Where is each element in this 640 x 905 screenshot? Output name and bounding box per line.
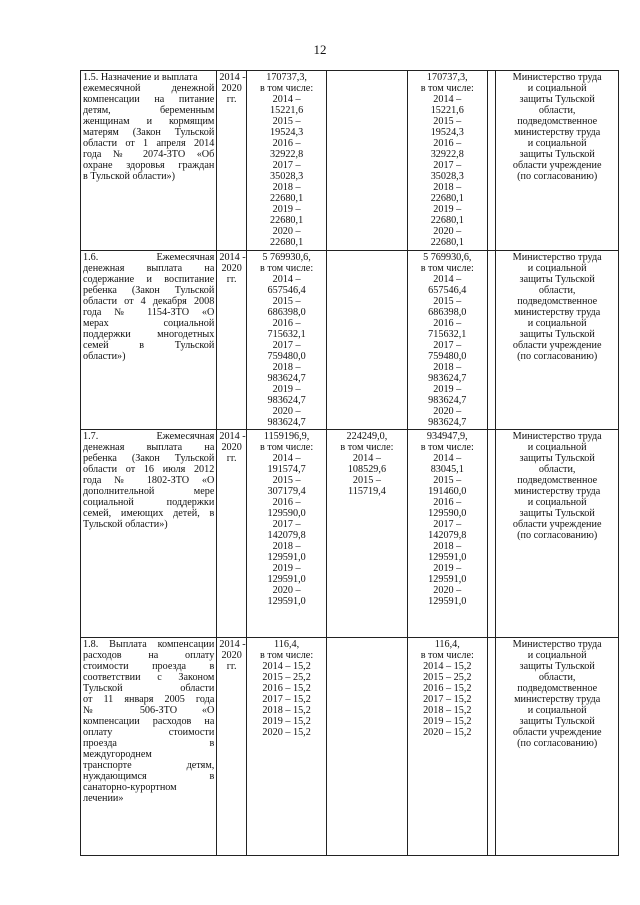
measure-name-cell — [81, 430, 217, 638]
measure-text-line: проезда в — [83, 738, 215, 749]
cell-text-line: защиты Тульской — [519, 508, 595, 519]
regional-amount-cell — [407, 430, 487, 638]
measure-text-line: социальной поддержки — [83, 497, 215, 508]
cell-text-line: 2017 – 15,2 — [262, 694, 311, 705]
cell-text-line: и социальной — [527, 83, 587, 94]
cell-text-line: министерству труда — [514, 307, 601, 318]
measure-text-line: семей, имеющих детей, в — [83, 508, 215, 519]
cell-text-line: 2014 – — [352, 453, 381, 464]
cell-text-line: гг. — [226, 94, 237, 105]
cell-text-line: 2020 – — [272, 585, 301, 596]
period-cell — [217, 638, 247, 856]
cell-text-line: 2020 – — [272, 226, 301, 237]
cell-text-line: 2019 – — [433, 384, 462, 395]
measure-text-line: поддержки многодетных — [83, 329, 215, 340]
cell-text-line: подведомственное — [517, 683, 598, 694]
cell-text-line: 2015 – 25,2 — [262, 672, 311, 683]
empty-cell — [487, 430, 495, 638]
period-cell — [217, 71, 247, 251]
cell-text-line: (по согласованию) — [517, 351, 598, 362]
cell-text-line: 2019 – — [272, 204, 301, 215]
federal-amount-cell — [327, 430, 407, 638]
regional-amount-cell — [407, 71, 487, 251]
cell-text-line: 2016 – — [433, 318, 462, 329]
measure-text-line: области от 1 апреля 2014 — [83, 138, 215, 149]
measure-text-line: года № 1154-ЗТО «О — [83, 307, 215, 318]
measure-text-line: компенсации на питание — [83, 94, 215, 105]
cell-text-line: 15221,6 — [270, 105, 304, 116]
federal-amount-cell — [327, 71, 407, 251]
cell-text-line: 983624,7 — [428, 373, 467, 384]
measure-name-cell — [81, 251, 217, 430]
cell-text-line: 129591,0 — [267, 552, 306, 563]
cell-text-line: подведомственное — [517, 475, 598, 486]
cell-text-line: 22680,1 — [430, 193, 464, 204]
cell-text-line: и социальной — [527, 650, 587, 661]
cell-text-line: области учреждение — [512, 160, 602, 171]
cell-text-line: 2020 – — [433, 226, 462, 237]
cell-text-line: 2014 – — [433, 274, 462, 285]
measure-text-line: компенсации расходов на — [83, 716, 215, 727]
cell-text-line: 2016 – — [272, 318, 301, 329]
cell-text-line: в том числе: — [260, 83, 314, 94]
measure-text-line: области») — [83, 351, 126, 362]
cell-text-line: 2018 – 15,2 — [262, 705, 311, 716]
regional-amount-cell — [407, 251, 487, 430]
cell-text-line: 129591,0 — [428, 596, 467, 607]
cell-text-line: 2020 — [221, 650, 242, 661]
cell-text-line: 2020 — [221, 83, 242, 94]
cell-text-line: 2015 – — [433, 296, 462, 307]
cell-text-line: 2017 – — [272, 160, 301, 171]
cell-text-line: министерству труда — [514, 127, 601, 138]
cell-text-line: области, — [538, 285, 576, 296]
cell-text-line: 2014 – 15,2 — [262, 661, 311, 672]
cell-text-line: в том числе: — [420, 442, 474, 453]
cell-text-line: 983624,7 — [267, 373, 306, 384]
measure-text-line: мерах социальной — [83, 318, 215, 329]
cell-text-line: 2019 – — [272, 384, 301, 395]
empty-cell — [487, 638, 495, 856]
table-row — [81, 251, 619, 430]
cell-text-line: 2016 – — [272, 138, 301, 149]
cell-text-line: и социальной — [527, 138, 587, 149]
cell-text-line: Министерство труда — [512, 72, 602, 83]
cell-text-line: 19524,3 — [430, 127, 464, 138]
measure-text-line: ребенка (Закон Тульской — [83, 453, 215, 464]
cell-text-line: 2018 – — [433, 541, 462, 552]
total-amount-cell — [246, 430, 326, 638]
cell-text-line: защиты Тульской — [519, 94, 595, 105]
cell-text-line: подведомственное — [517, 116, 598, 127]
cell-text-line: в том числе: — [260, 263, 314, 274]
measure-text-line: 1.6. Ежемесячная — [83, 252, 215, 263]
cell-text-line: и социальной — [527, 318, 587, 329]
total-amount-cell — [246, 251, 326, 430]
period-cell — [217, 430, 247, 638]
cell-text-line: 2014 – — [272, 94, 301, 105]
cell-text-line: области, — [538, 672, 576, 683]
cell-text-line: 2014 – — [272, 453, 301, 464]
cell-text-line: 2015 – — [433, 116, 462, 127]
cell-text-line: 2014 – — [433, 94, 462, 105]
cell-text-line: 715632,1 — [267, 329, 306, 340]
measure-text-line: дополнительной мере — [83, 486, 215, 497]
measure-text-line: междугороднем — [83, 749, 152, 760]
responsible-cell — [496, 638, 619, 856]
cell-text-line: гг. — [226, 274, 237, 285]
cell-text-line: 2020 — [221, 442, 242, 453]
cell-text-line: 2016 – — [433, 497, 462, 508]
cell-text-line: области учреждение — [512, 519, 602, 530]
cell-text-line: 19524,3 — [270, 127, 304, 138]
cell-text-line: 2014 – — [433, 453, 462, 464]
cell-text-line: 686398,0 — [428, 307, 467, 318]
responsible-cell — [496, 251, 619, 430]
cell-text-line: 657546,4 — [267, 285, 306, 296]
responsible-cell — [496, 71, 619, 251]
measure-text-line: № 506-ЗТО «О — [83, 705, 215, 716]
cell-text-line: гг. — [226, 661, 237, 672]
measure-text-line: в Тульской области») — [83, 171, 176, 182]
cell-text-line: 35028,3 — [430, 171, 464, 182]
cell-text-line: 686398,0 — [267, 307, 306, 318]
measure-text-line: года № 2074-ЗТО «Об — [83, 149, 215, 160]
cell-text-line: Министерство труда — [512, 252, 602, 263]
cell-text-line: области учреждение — [512, 340, 602, 351]
cell-text-line: 22680,1 — [270, 237, 304, 248]
cell-text-line: и социальной — [527, 442, 587, 453]
measure-text-line: семей в Тульской — [83, 340, 215, 351]
measure-text-line: ребенка (Закон Тульской — [83, 285, 215, 296]
cell-text-line: 5 769930,6, — [423, 252, 472, 263]
cell-text-line: (по согласованию) — [517, 738, 598, 749]
cell-text-line: защиты Тульской — [519, 453, 595, 464]
cell-text-line: 2019 – — [272, 563, 301, 574]
table-row — [81, 71, 619, 251]
cell-text-line: 983624,7 — [428, 417, 467, 428]
measure-name-cell — [81, 638, 217, 856]
cell-text-line: 142079,8 — [267, 530, 306, 541]
cell-text-line: и социальной — [527, 705, 587, 716]
cell-text-line: 116,4, — [274, 639, 300, 650]
measure-text-line: оплату стоимости — [83, 727, 215, 738]
cell-text-line: в том числе: — [420, 650, 474, 661]
empty-cell — [487, 71, 495, 251]
cell-text-line: 2014 - — [219, 252, 246, 263]
cell-text-line: 2016 – 15,2 — [423, 683, 472, 694]
cell-text-line: и социальной — [527, 263, 587, 274]
cell-text-line: 2017 – — [433, 340, 462, 351]
cell-text-line: 759480,0 — [428, 351, 467, 362]
cell-text-line: 2017 – 15,2 — [423, 694, 472, 705]
cell-text-line: 307179,4 — [267, 486, 306, 497]
cell-text-line: 2015 – — [433, 475, 462, 486]
cell-text-line: 83045,1 — [430, 464, 464, 475]
cell-text-line: Министерство труда — [512, 639, 602, 650]
cell-text-line: 2020 – — [433, 585, 462, 596]
cell-text-line: 116,4, — [434, 639, 460, 650]
cell-text-line: области, — [538, 464, 576, 475]
cell-text-line: 2014 – — [272, 274, 301, 285]
federal-amount-cell — [327, 638, 407, 856]
cell-text-line: 2015 – — [272, 475, 301, 486]
cell-text-line: 108529,6 — [347, 464, 387, 475]
measure-text-line: года № 1802-ЗТО «О — [83, 475, 215, 486]
cell-text-line: 934947,9, — [426, 431, 468, 442]
cell-text-line: 2016 – 15,2 — [262, 683, 311, 694]
cell-text-line: 2020 – 15,2 — [423, 727, 472, 738]
measure-text-line: нуждающимся в — [83, 771, 215, 782]
cell-text-line: 2017 – — [433, 160, 462, 171]
measure-text-line: области от 4 декабря 2008 — [83, 296, 215, 307]
total-amount-cell — [246, 638, 326, 856]
cell-text-line: 983624,7 — [428, 395, 467, 406]
measure-text-line: матерям (Закон Тульской — [83, 127, 215, 138]
cell-text-line: в том числе: — [260, 442, 314, 453]
cell-text-line: 129591,0 — [267, 574, 306, 585]
period-cell — [217, 251, 247, 430]
cell-text-line: 142079,8 — [428, 530, 467, 541]
cell-text-line: 2015 – — [272, 296, 301, 307]
cell-text-line: подведомственное — [517, 296, 598, 307]
cell-text-line: Министерство труда — [512, 431, 602, 442]
cell-text-line: в том числе: — [420, 83, 474, 94]
cell-text-line: 129591,0 — [428, 574, 467, 585]
cell-text-line: защиты Тульской — [519, 149, 595, 160]
cell-text-line: 983624,7 — [267, 395, 306, 406]
cell-text-line: (по согласованию) — [517, 171, 598, 182]
table-body — [81, 71, 619, 856]
cell-text-line: защиты Тульской — [519, 274, 595, 285]
empty-cell — [487, 251, 495, 430]
regional-amount-cell — [407, 638, 487, 856]
table-row — [81, 430, 619, 638]
cell-text-line: в том числе: — [260, 650, 314, 661]
cell-text-line: области учреждение — [512, 727, 602, 738]
cell-text-line: министерству труда — [514, 486, 601, 497]
cell-text-line: 2018 – — [272, 541, 301, 552]
cell-text-line: 35028,3 — [270, 171, 304, 182]
cell-text-line: 191460,0 — [428, 486, 467, 497]
measure-text-line: от 11 января 2005 года — [83, 694, 215, 705]
cell-text-line: 2018 – — [433, 362, 462, 373]
cell-text-line: 657546,4 — [428, 285, 467, 296]
cell-text-line: 224249,0, — [346, 431, 388, 442]
cell-text-line: 129590,0 — [267, 508, 306, 519]
cell-text-line: министерству труда — [514, 694, 601, 705]
cell-text-line: 2018 – — [433, 182, 462, 193]
cell-text-line: гг. — [226, 453, 237, 464]
measure-text-line: 1.7. Ежемесячная — [83, 431, 215, 442]
cell-text-line: 2015 – — [352, 475, 381, 486]
cell-text-line: 129590,0 — [428, 508, 467, 519]
cell-text-line: 2015 – — [272, 116, 301, 127]
measure-text-line: стоимости проезда в — [83, 661, 215, 672]
cell-text-line: 2020 — [221, 263, 242, 274]
cell-text-line: 2018 – 15,2 — [423, 705, 472, 716]
cell-text-line: области, — [538, 105, 576, 116]
cell-text-line: 129591,0 — [267, 596, 306, 607]
cell-text-line: 2016 – — [433, 138, 462, 149]
cell-text-line: 22680,1 — [270, 215, 304, 226]
cell-text-line: 129591,0 — [428, 552, 467, 563]
cell-text-line: 22680,1 — [270, 193, 304, 204]
cell-text-line: 15221,6 — [430, 105, 464, 116]
measure-text-line: 1.5. Назначение и выплата — [83, 72, 198, 83]
cell-text-line: 191574,7 — [267, 464, 306, 475]
cell-text-line: 2019 – 15,2 — [423, 716, 472, 727]
cell-text-line: 2019 – 15,2 — [262, 716, 311, 727]
measure-text-line: соответствии с Законом — [83, 672, 215, 683]
cell-text-line: 170737,3, — [266, 72, 307, 83]
cell-text-line: 2018 – — [272, 362, 301, 373]
cell-text-line: 2014 - — [219, 431, 246, 442]
measure-text-line: области от 16 июля 2012 — [83, 464, 215, 475]
measure-text-line: Тульской области — [83, 683, 215, 694]
measure-text-line: ежемесячной денежной — [83, 83, 215, 94]
measure-text-line: денежная выплата на — [83, 442, 215, 453]
cell-text-line: 2017 – — [272, 519, 301, 530]
cell-text-line: 2018 – — [272, 182, 301, 193]
responsible-cell — [496, 430, 619, 638]
cell-text-line: 2017 – — [272, 340, 301, 351]
table-row — [81, 638, 619, 856]
measure-text-line: денежная выплата на — [83, 263, 215, 274]
measure-text-line: охране здоровья граждан — [83, 160, 215, 171]
cell-text-line: и социальной — [527, 497, 587, 508]
measure-text-line: транспорте детям, — [83, 760, 215, 771]
program-table — [80, 70, 619, 856]
measure-text-line: 1.8. Выплата компенсации — [83, 639, 215, 650]
cell-text-line: 1159196,9, — [263, 431, 310, 442]
cell-text-line: 22680,1 — [430, 215, 464, 226]
measure-text-line: содержание и воспитание — [83, 274, 215, 285]
measure-text-line: расходов на оплату — [83, 650, 215, 661]
measure-text-line: лечении» — [83, 793, 124, 804]
cell-text-line: 32922,8 — [430, 149, 464, 160]
cell-text-line: защиты Тульской — [519, 329, 595, 340]
cell-text-line: 115719,4 — [348, 486, 386, 497]
cell-text-line: 2014 - — [219, 72, 246, 83]
cell-text-line: 2014 - — [219, 639, 246, 650]
measure-text-line: Тульской области») — [83, 519, 168, 530]
cell-text-line: 170737,3, — [426, 72, 468, 83]
cell-text-line: (по согласованию) — [517, 530, 598, 541]
measure-text-line: женщинам и кормящим — [83, 116, 215, 127]
cell-text-line: 715632,1 — [428, 329, 467, 340]
measure-text-line: детям, беременным — [83, 105, 215, 116]
cell-text-line: в том числе: — [340, 442, 394, 453]
cell-text-line: 22680,1 — [430, 237, 464, 248]
cell-text-line: 2016 – — [272, 497, 301, 508]
cell-text-line: 759480,0 — [267, 351, 306, 362]
cell-text-line: в том числе: — [420, 263, 474, 274]
cell-text-line: 2020 – 15,2 — [262, 727, 311, 738]
page-number: 12 — [313, 42, 327, 57]
measure-text-line: санаторно-курортном — [83, 782, 177, 793]
cell-text-line: 32922,8 — [270, 149, 304, 160]
cell-text-line: 2020 – — [272, 406, 301, 417]
cell-text-line: 2015 – 25,2 — [423, 672, 472, 683]
federal-amount-cell — [327, 251, 407, 430]
cell-text-line: 2019 – — [433, 204, 462, 215]
cell-text-line: защиты Тульской — [519, 661, 595, 672]
cell-text-line: 2019 – — [433, 563, 462, 574]
cell-text-line: 983624,7 — [267, 417, 306, 428]
cell-text-line: 2014 – 15,2 — [423, 661, 472, 672]
cell-text-line: 2020 – — [433, 406, 462, 417]
measure-name-cell — [81, 71, 217, 251]
cell-text-line: 5 769930,6, — [262, 252, 311, 263]
total-amount-cell — [246, 71, 326, 251]
cell-text-line: 2017 – — [433, 519, 462, 530]
cell-text-line: защиты Тульской — [519, 716, 595, 727]
